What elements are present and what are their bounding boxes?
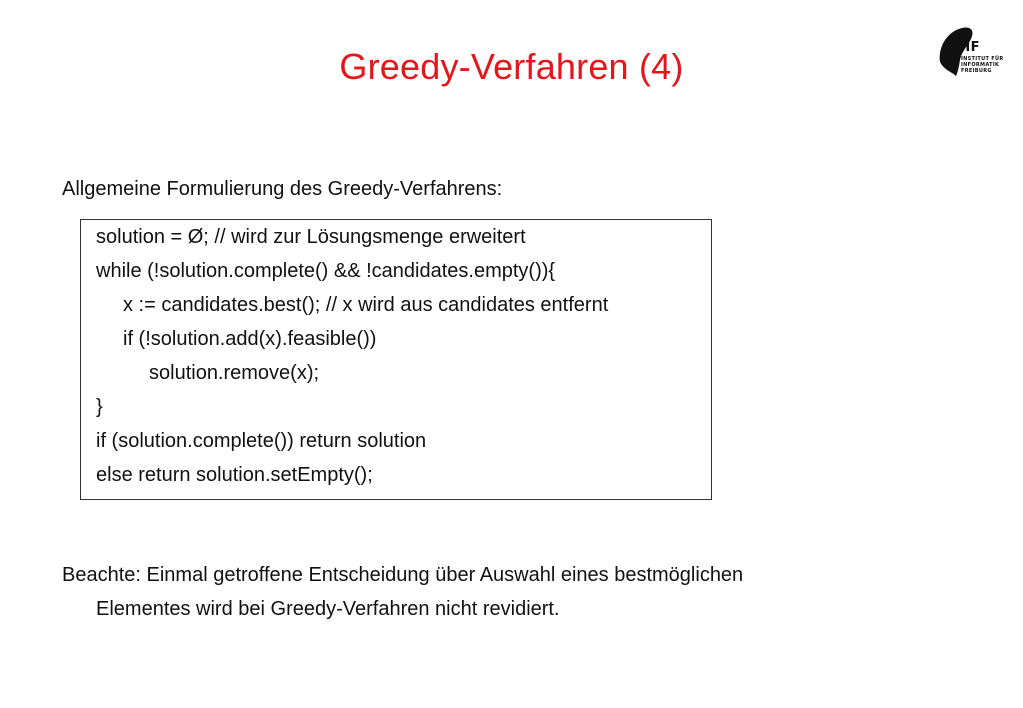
logo-caption: INSTITUT FÜR INFORMATIK FREIBURG [961, 56, 1004, 74]
logo-letters: IIF [960, 40, 981, 55]
note-text [62, 558, 962, 626]
slide-title: Greedy-Verfahren (4) [339, 46, 684, 87]
code-line: if (!solution.add(x).feasible()) [123, 328, 377, 350]
code-box [80, 219, 712, 500]
code-line: while (!solution.complete() && !candidates.empty()){ [96, 260, 556, 282]
intro-text: Allgemeine Formulierung des Greedy-Verfahrens: [62, 178, 503, 200]
code-line: solution.remove(x); [149, 362, 320, 384]
code-line: if (solution.complete()) return solution [96, 430, 427, 452]
code-line: x := candidates.best(); // x wird aus candidates entfernt [123, 294, 609, 316]
code-line: } [96, 396, 103, 418]
note-line-1: Beachte: Einmal getroffene Entscheidung über Auswahl eines bestmöglichen [62, 564, 744, 586]
code-line: solution = Ø; // wird zur Lösungsmenge erweitert [96, 226, 526, 248]
note-line-2: Elementes wird bei Greedy-Verfahren nicht revidiert. [96, 598, 560, 620]
code-line: else return solution.setEmpty(); [96, 464, 373, 486]
